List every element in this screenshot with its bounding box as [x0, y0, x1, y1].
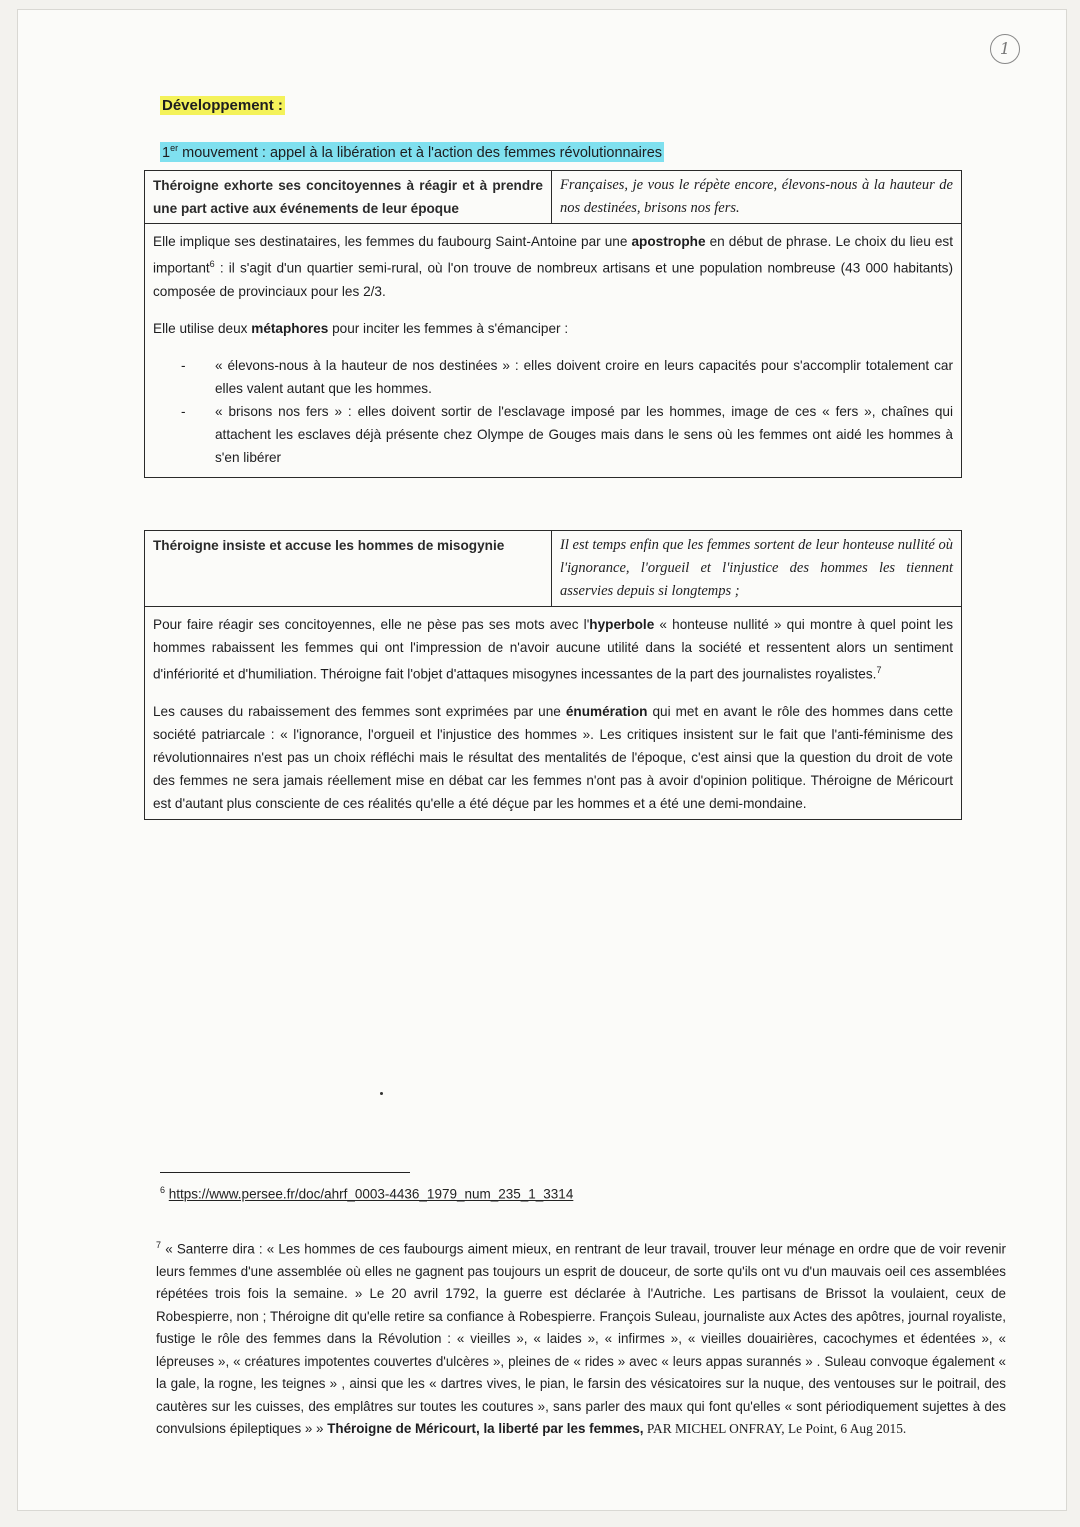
commentary-paragraph: Elle utilise deux métaphores pour inciter les femmes à s'émanciper :: [153, 320, 569, 336]
section-heading: Développement :: [162, 97, 283, 114]
analysis-label: Théroigne exhorte ses concitoyennes à réagir et à prendre une part active aux événements de leur époque: [145, 171, 552, 224]
footnote-6: $^6$ https://www.persee.fr/doc/ahrf_0003-4436_1979_num_235_1_3314: [160, 1185, 574, 1202]
footnote-7: $^7$ « Santerre dira : « Les hommes de ces faubourgs aiment mieux, en rentrant de leur travail, trouver leur ménage en ordre que de voir revenir leurs femmes d'une assemblée où elles ne gagnent pas toujours un esprit de douceur, de sorte qu'ils ont vu d'un mauvais oeil ces assemblées répétées trois fois la semaine. » Le 20 avril 1792, la guerre est déclarée à l'Autriche. Les partisans de Brissot la voulaient, ceux de Robespierre, non ; Théroigne dit qu'elle retire sa confiance à Robespierre. François Suleau, journaliste aux Actes des apôtres, journal royaliste, fustige le rôle des femmes dans la Révolution : « vieilles », « laides », « infirmes », « vieilles douairières, cacochymes et édentées », « lépreuses », « créatures impotentes couvertes d'ulcères », pleines de « rides » avec « leurs appas surannés » . Suleau convoque également « la gale, la rogne, les teignes » , ainsi que les « dartres vives, le pian, le farsin des vésicatoires sur la nuque, des ventouses sur le poitrail, des cautères sur les cuisses, des emplâtres sur toutes les coutures », sans parler des maux qui font qu'elles « sont périodiquement sujettes à des convulsions épileptiques » » Théroigne de Méricourt, la liberté par les femmes, PAR MICHEL ONFRAY, Le Point, 6 Aug 2015.: [156, 1240, 1006, 1437]
analysis-table-1: [144, 170, 962, 478]
list-item: - « élevons-nous à la hauteur de nos destinées » : elles doivent croire en leurs capacités pour s'accomplir totalement car elles valent autant que les hommes.: [215, 354, 953, 400]
analysis-commentary: [145, 607, 962, 820]
movement-title: 1er mouvement : appel à la libération et à l'action des femmes révolutionnaires: [162, 143, 663, 161]
scan-speck: [380, 1092, 383, 1095]
list-item: - « brisons nos fers » : elles doivent sortir de l'esclavage imposé par les hommes, image de ces « fers », chaînes qui attachent les esclaves déjà présente chez Olympe de Gouges mais dans le sens où les femmes ont aidé les hommes à s'en libérer: [215, 400, 953, 469]
commentary-paragraph: Les causes du rabaissement des femmes sont exprimées par une énumération qui met en avant le rôle des hommes dans cette société patriarcale : « l'ignorance, l'orgueil et l'injustice des hommes ». Les critiques insistent sur le fait que l'anti-féminisme des révolutionnaires n'est pas un choix réfléchi mais le résultat des mentalités de l'époque, c'est ainsi que la question du droit de vote des femmes ne sera jamais réellement mise en débat car les femmes n'ont pas à avoir d'opinion politique. Théroigne de Méricourt est d'autant plus consciente de ces réalités qu'elle a été déçue par les hommes et a été une demi-mondaine.: [153, 703, 954, 811]
metaphor-list: [153, 354, 953, 469]
page-number: 1: [990, 34, 1020, 64]
commentary-paragraph: Pour faire réagir ses concitoyennes, elle ne pèse pas ses mots avec l'hyperbole « honteuse nullité » qui montre à quel point les hommes rabaissent les femmes qui ont l'impression de n'avoir aucune utilité dans la société et ressentent alors un sentiment d'infériorité et d'humiliation. Théroigne fait l'objet d'attaques misogynes incessantes de la part des journalistes royalistes.$^7$: [153, 617, 954, 682]
quoted-text: Il est temps enfin que les femmes sortent de leur honteuse nullité où l'ignorance, l'orgueil et l'injustice des hommes les tiennent asservies depuis si longtemps ;: [552, 531, 962, 607]
footnote-link[interactable]: https://www.persee.fr/doc/ahrf_0003-4436_1979_num_235_1_3314: [168, 1186, 574, 1202]
analysis-commentary: [145, 224, 962, 478]
commentary-paragraph: Elle implique ses destinataires, les femmes du faubourg Saint-Antoine par une apostrophe en début de phrase. Le choix du lieu est important$^6$ : il s'agit d'un quartier semi-rural, où l'on trouve de nombreux artisans et une population nombreuse (43 000 habitants) composée de provinciaux pour les 2/3.: [153, 234, 953, 299]
quoted-text: Françaises, je vous le répète encore, élevons-nous à la hauteur de nos destinées, brisons nos fers.: [552, 171, 962, 224]
footnote-separator: [160, 1172, 410, 1173]
analysis-table-2: [144, 530, 962, 820]
analysis-label: Théroigne insiste et accuse les hommes de misogynie: [145, 531, 552, 607]
document-page: [18, 10, 1066, 1510]
